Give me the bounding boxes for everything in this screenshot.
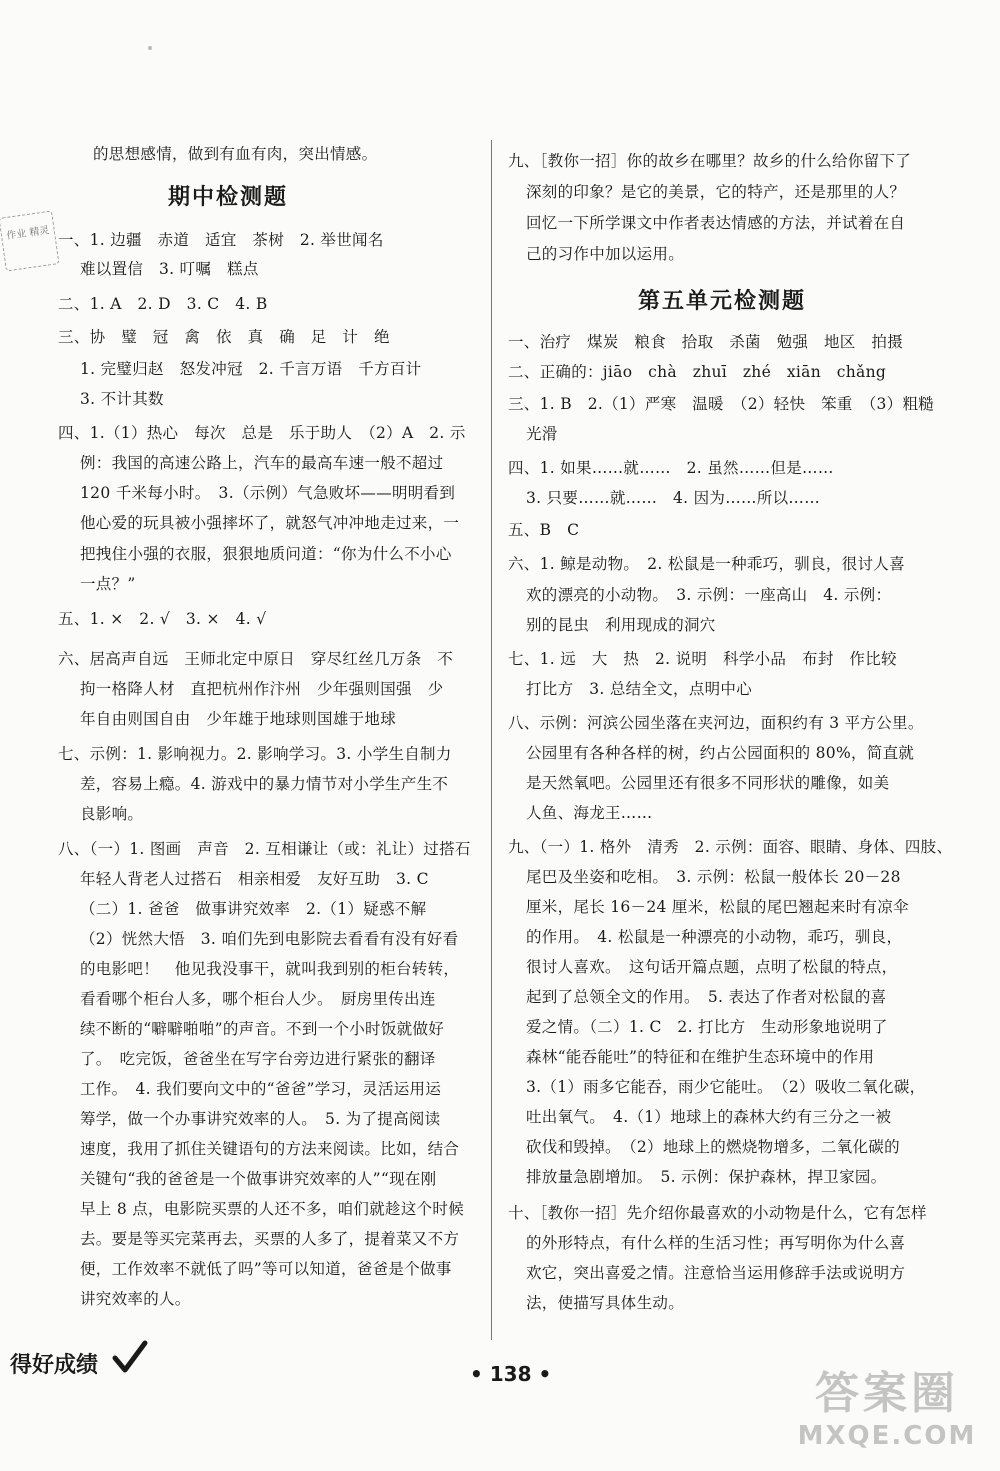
- answer-line: 别的昆虫 利用现成的洞穴: [526, 616, 716, 634]
- answer-line: 六、1. 鲸是动物。 2. 松鼠是一种乖巧，驯良，很讨人喜: [508, 555, 905, 573]
- answer-line: 去。要是等买完菜再去，买票的人多了，提着菜又不方: [80, 1230, 460, 1248]
- answer-line: 八、（一）1. 图画 声音 2. 互相谦让（或：礼让）过搭石: [58, 840, 471, 858]
- answer-line: 三、1. B 2.（1）严寒 温暖 （2）轻快 笨重 （3）粗糙: [508, 395, 935, 413]
- answer-line: 吐出氧气。 4.（1）地球上的森林大约有三分之一被: [526, 1108, 892, 1126]
- answer-line: 的外形特点，有什么样的生活习性；再写明你为什么喜: [526, 1234, 906, 1252]
- answer-line: 六、居高声自远 王师北定中原日 穿尽红丝几万条 不: [58, 650, 454, 668]
- answer-line: 光滑: [526, 425, 558, 443]
- homework-stamp: [0, 211, 59, 272]
- answer-line: 一点？”: [80, 575, 136, 593]
- answer-line: 续不断的“噼噼啪啪”的声音。不到一个小时饭就做好: [80, 1020, 445, 1038]
- watermark-bottom: MXQE.COM: [797, 1421, 977, 1451]
- answer-line: 尾巴及坐姿和吃相。 3. 示例：松鼠一般体长 20－28: [526, 868, 901, 886]
- answer-line: 难以置信 3. 叮嘱 糕点: [80, 260, 259, 278]
- answer-line: 3. 只要……就…… 4. 因为……所以……: [526, 489, 821, 507]
- answer-line: 1. 完璧归赵 怒发冲冠 2. 千言万语 千方百计: [80, 360, 422, 378]
- answer-line: 己的习作中加以运用。: [526, 245, 685, 263]
- answer-line: 起到了总领全文的作用。 5. 表达了作者对松鼠的喜: [526, 988, 887, 1006]
- answer-line: 拘一格降人材 直把杭州作汴州 少年强则国强 少: [80, 680, 444, 698]
- scan-dot: [148, 46, 152, 50]
- answer-line: 打比方 3. 总结全文，点明中心: [526, 680, 753, 698]
- answer-line: 九、［教你一招］你的故乡在哪里？故乡的什么给你留下了: [508, 152, 912, 170]
- answer-line: 便，工作效率不就低了吗”等可以知道，爸爸是个做事: [80, 1260, 452, 1278]
- answer-line: 回忆一下所学课文中作者表达情感的方法，并试着在自: [526, 214, 906, 232]
- answer-line: 早上 8 点，电影院买票的人还不多，咱们就趁这个时候: [80, 1200, 465, 1218]
- answer-line: 他心爱的玩具被小强摔坏了，就怒气冲冲地走过来，一: [80, 514, 460, 532]
- checkmark-icon: [112, 1340, 148, 1374]
- answer-line: 五、1. × 2. √ 3. × 4. √: [58, 610, 267, 628]
- answer-line: 的电影吧！ 他见我没事干，就叫我到别的柜台转转，: [80, 960, 460, 978]
- answer-line: 3. 不计其数: [80, 390, 164, 408]
- brand-logo-text: 得好成绩: [10, 1353, 99, 1378]
- answer-line: 四、1.（1）热心 每次 总是 乐于助人 （2）A 2. 示: [58, 424, 466, 442]
- answer-line: 厘米，尾长 16－24 厘米，松鼠的尾巴翘起来时有凉伞: [526, 898, 909, 916]
- answer-line: 例：我国的高速公路上，汽车的最高车速一般不超过: [80, 454, 444, 472]
- answer-line: 120 千米每小时。 3.（示例）气急败坏——明明看到: [80, 484, 456, 502]
- answer-line: 看看哪个柜台人多，哪个柜台人少。 厨房里传出连: [80, 990, 436, 1008]
- answer-line: 排放量急剧增加。 5. 示例：保护森林，捍卫家园。: [526, 1168, 887, 1186]
- answer-line: （二）1. 爸爸 做事讲究效率 2.（1）疑惑不解: [80, 900, 427, 918]
- answer-line: 是天然氧吧。公园里还有很多不同形状的雕像，如美: [526, 774, 890, 792]
- answer-line: 讲究效率的人。: [80, 1290, 191, 1308]
- section-heading: 期中检测题: [168, 185, 289, 210]
- answer-line: 关键句“我的爸爸是一个做事讲究效率的人”“现在刚: [80, 1170, 437, 1188]
- answer-line: 年自由则国自由 少年雄于地球则国雄于地球: [80, 710, 397, 728]
- answer-line: 爱之情。（二）1. C 2. 打比方 生动形象地说明了: [526, 1018, 888, 1036]
- answer-line: 公园里有各种各样的树，约占公园面积的 80%，简直就: [526, 744, 915, 762]
- page-number: • 138 •: [470, 1362, 552, 1386]
- answer-line: 差，容易上瘾。4. 游戏中的暴力情节对小学生产生不: [80, 775, 449, 793]
- answer-line: 十、［教你一招］先介绍你最喜欢的小动物是什么，它有怎样: [508, 1204, 927, 1222]
- stamp-text: 作业 精灵: [5, 225, 51, 243]
- answer-line: 法，使描写具体生动。: [526, 1294, 685, 1312]
- answer-line: 三、协 璧 冠 禽 依 真 确 足 计 绝: [58, 328, 390, 346]
- answer-line: 五、B C: [508, 521, 580, 539]
- intro-line: 的思想感情，做到有血有肉，突出情感。: [93, 145, 378, 163]
- answer-line: 欢它，突出喜爱之情。注意恰当运用修辞手法或说明方: [526, 1264, 906, 1282]
- answer-line: 二、1. A 2. D 3. C 4. B: [58, 295, 268, 313]
- answer-line: 二、正确的：jiāo chà zhuī zhé xiān chǎng: [508, 363, 887, 381]
- answer-line: 八、示例：河滨公园坐落在夹河边，面积约有 3 平方公里。: [508, 714, 924, 732]
- answer-line: 工作。 4. 我们要向文中的“爸爸”学习，灵活运用运: [80, 1080, 442, 1098]
- answer-line: 一、治疗 煤炭 粮食 拾取 杀菌 勉强 地区 拍摄: [508, 333, 904, 351]
- answer-line: 一、1. 边疆 赤道 适宜 茶树 2. 举世闻名: [58, 231, 384, 249]
- answer-line: 的作用。 4. 松鼠是一种漂亮的小动物，乖巧，驯良，: [526, 928, 903, 946]
- answer-line: 筹学，做一个办事讲究效率的人。 5. 为了提高阅读: [80, 1110, 441, 1128]
- answer-line: 欢的漂亮的小动物。 3. 示例：一座高山 4. 示例：: [526, 586, 892, 604]
- answer-line: 把拽住小强的衣服，狠狠地质问道：“你为什么不小心: [80, 545, 452, 563]
- answer-line: 良影响。: [80, 805, 144, 823]
- column-divider: [491, 140, 492, 1340]
- answer-line: 3.（1）雨多它能吞，雨少它能吐。 （2）吸收二氧化碳，: [526, 1078, 926, 1096]
- watermark: [782, 1367, 992, 1463]
- answer-line: （2）恍然大悟 3. 咱们先到电影院去看看有没有好看: [80, 930, 459, 948]
- answer-line: 速度，我用了抓住关键语句的方法来阅读。比如，结合: [80, 1140, 460, 1158]
- answer-line: 深刻的印象？是它的美景，它的特产，还是那里的人？: [526, 183, 906, 201]
- answer-line: 森林“能吞能吐”的特征和在维护生态环境中的作用: [526, 1048, 875, 1066]
- answer-line: 砍伐和毁掉。 （2）地球上的燃烧物增多，二氧化碳的: [526, 1138, 900, 1156]
- answer-line: 九、（一）1. 格外 清秀 2. 示例：面容、眼睛、身体、四肢、: [508, 838, 953, 856]
- answer-line: 了。 吃完饭，爸爸坐在写字台旁边进行紧张的翻译: [80, 1050, 436, 1068]
- watermark-top: 答案圈: [815, 1368, 959, 1419]
- answer-line: 人鱼、海龙王……: [526, 804, 653, 822]
- answer-line: 四、1. 如果……就…… 2. 虽然……但是……: [508, 459, 834, 477]
- section-heading: 第五单元检测题: [638, 289, 807, 314]
- answer-line: 七、示例：1. 影响视力。2. 影响学习。3. 小学生自制力: [58, 745, 452, 763]
- answer-line: 很讨人喜欢。 这句话开篇点题，点明了松鼠的特点，: [526, 958, 898, 976]
- answer-line: 七、1. 远 大 热 2. 说明 科学小品 布封 作比较: [508, 650, 897, 668]
- answer-line: 年轻人背老人过搭石 相亲相爱 友好互助 3. C: [80, 870, 429, 888]
